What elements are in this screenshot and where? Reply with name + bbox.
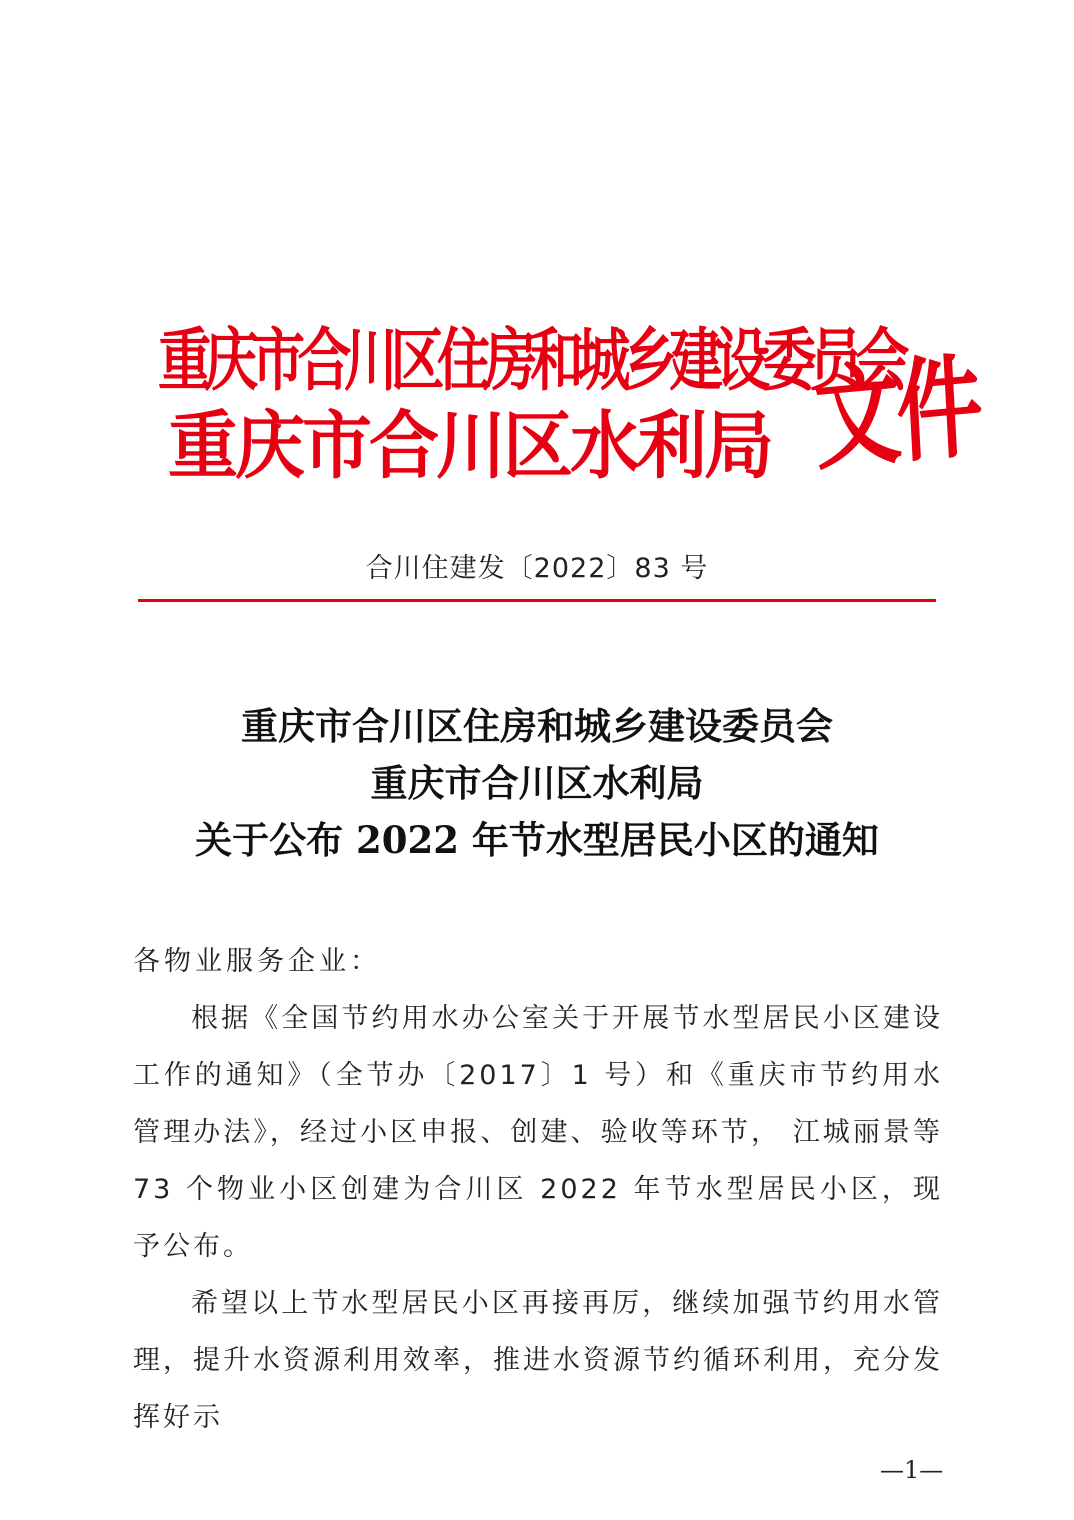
red-letterhead bbox=[150, 295, 982, 489]
letterhead-issuer-housing: 重庆市合川区住房和城乡建设委员会 bbox=[158, 320, 903, 401]
document-number: 合川住建发〔2022〕83 号 bbox=[365, 553, 709, 584]
title-line-2: 重庆市合川区水利局 bbox=[370, 761, 704, 805]
page-number: —1— bbox=[880, 1456, 944, 1484]
salutation: 各物业服务企业： bbox=[133, 946, 381, 977]
title-line-1: 重庆市合川区住房和城乡建设委员会 bbox=[241, 704, 833, 748]
letterhead-issuer-water: 重庆市合川区水利局 bbox=[168, 402, 771, 489]
letterhead-doc-type: 文件 bbox=[811, 342, 982, 487]
body-paragraph-1: 根据《全国节约用水办公室关于开展节水型居民小区建设工作的通知》（全节办〔2017〕1 号）和《重庆市节约用水管理办法》，经过小区申报、创建、验收等环节， 江城丽景等 73 个物业小区创建为合川区 2022 年节水型居民小区，现予公布。 bbox=[133, 1003, 943, 1262]
document-body bbox=[133, 934, 953, 1446]
document-title bbox=[0, 698, 1074, 869]
body-paragraph-2: 希望以上节水型居民小区再接再厉，继续加强节约用水管理，提升水资源利用效率，推进水资源节约循环利用，充分发挥好示 bbox=[133, 1288, 943, 1433]
red-divider bbox=[138, 599, 936, 602]
title-line-3: 关于公布 2022 年节水型居民小区的通知 bbox=[195, 818, 879, 862]
